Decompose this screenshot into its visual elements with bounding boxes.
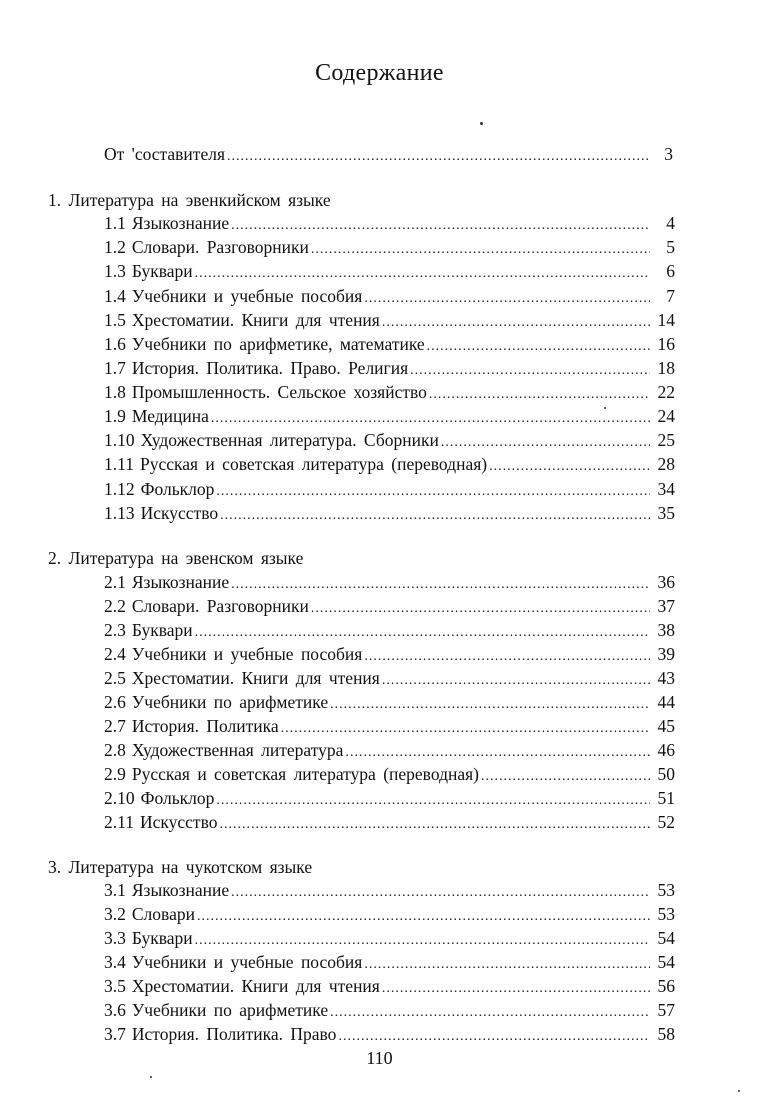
toc-entry-label: Учебники и учебные пособия [131, 644, 363, 664]
toc-entry [104, 926, 675, 950]
section-heading: 1. Литература на эвенкийском языке [48, 190, 331, 210]
section-heading: 3. Литература на чукотском языке [48, 857, 313, 877]
toc-entry-label: Медицина [131, 406, 209, 426]
toc-entry-page: 25 [657, 430, 675, 450]
toc-entry-number: 3.2 [104, 904, 126, 924]
toc-entry-label: История. Политика [131, 716, 279, 736]
toc-entry-page: 58 [657, 1024, 675, 1044]
page-number: 110 [366, 1048, 393, 1068]
toc-entry-number: 1.6 [104, 334, 126, 354]
toc-entry-page: 53 [657, 880, 675, 900]
leader-dots [219, 813, 650, 837]
toc-entry-number: 1.8 [104, 382, 126, 402]
scan-speck [604, 407, 606, 409]
leader-dots [489, 455, 650, 479]
toc-entry-page: 22 [657, 382, 675, 402]
toc-entry-label: Словари. Разговорники [131, 596, 309, 616]
toc-entry-page: 35 [657, 503, 675, 523]
toc-entry-number: 2.6 [104, 692, 126, 712]
toc-entry-number: 2.11 [104, 812, 134, 832]
toc-entry [104, 570, 675, 594]
leader-dots [220, 504, 650, 528]
toc-entry-intro [104, 142, 673, 166]
toc-entry [104, 998, 675, 1022]
toc-entry-label: Фольклор [140, 479, 215, 499]
toc-entry-page: 57 [657, 1000, 675, 1020]
toc-entry-label: Художественная литература. Сборники [140, 430, 439, 450]
toc-entry-page: 52 [657, 812, 675, 832]
toc-entry-number: 2.9 [104, 764, 126, 784]
toc-entry-label: Буквари [131, 620, 193, 640]
toc-entry-number: 3.4 [104, 952, 126, 972]
toc-entry-page: 44 [657, 692, 675, 712]
toc-entry [104, 786, 675, 810]
toc-entry-page: 54 [657, 952, 675, 972]
toc-entry-page: 53 [657, 904, 675, 924]
toc-entry-page: 37 [657, 596, 675, 616]
toc-entry-label: Буквари [131, 928, 193, 948]
toc-entry-number: 3.3 [104, 928, 126, 948]
toc-entry-label: Языкознание [131, 880, 230, 900]
toc-entry-label: Буквари [131, 261, 193, 281]
toc-entry-number: 3.5 [104, 976, 126, 996]
toc-entry [104, 308, 675, 332]
toc-entry [104, 452, 675, 476]
toc-entry-page: 16 [657, 334, 675, 354]
toc-entry [104, 642, 675, 666]
toc-entry-number: 1.7 [104, 358, 126, 378]
toc-entry-page: 4 [666, 213, 675, 233]
toc-entry-page: 43 [657, 668, 675, 688]
scan-speck [480, 122, 483, 125]
toc-entry-page: 34 [657, 479, 675, 499]
toc-entry-page: 51 [657, 788, 675, 808]
toc-entry-page: 7 [666, 286, 675, 306]
toc-entry-page: 28 [657, 454, 675, 474]
toc-entry-label: История. Политика. Право [131, 1024, 337, 1044]
toc-entry-label: Русская и советская литература (переводная) [131, 764, 479, 784]
toc-entry [104, 332, 675, 356]
toc-entry-number: 1.2 [104, 237, 126, 257]
toc-entry-number: 1.3 [104, 261, 126, 281]
toc-entry-number: 2.3 [104, 620, 126, 640]
toc-entry-number: 1.10 [104, 430, 135, 450]
toc-entry-label: Языкознание [131, 572, 230, 592]
toc-entry-number: 1.13 [104, 503, 135, 523]
toc-entry-number: 2.4 [104, 644, 126, 664]
toc-entry [104, 618, 675, 642]
toc-entry [104, 356, 675, 380]
toc-entry-number: 2.7 [104, 716, 126, 736]
toc-entry [104, 690, 675, 714]
leader-dots [338, 1025, 650, 1049]
toc-entry-number: 2.5 [104, 668, 126, 688]
scan-speck [738, 1090, 740, 1092]
toc-entry-page: 46 [657, 740, 675, 760]
toc-entry-label: Русская и советская литература (переводная) [139, 454, 488, 474]
toc-entry-number: 3.1 [104, 880, 126, 900]
toc-entry-label: История. Политика. Право. Религия [131, 358, 409, 378]
toc-entry-number: 1.4 [104, 286, 126, 306]
toc-entry-number: 2.2 [104, 596, 126, 616]
toc-entry-page: 36 [657, 572, 675, 592]
toc-entry-page: 14 [657, 310, 675, 330]
toc-entry-page: 18 [657, 358, 675, 378]
toc-entry [104, 762, 675, 786]
toc-entry [104, 878, 675, 902]
toc-entry-label: Учебники и учебные пособия [131, 286, 363, 306]
toc-entry-label: От 'составителя [104, 144, 225, 164]
toc-entry-label: Словари. Разговорники [131, 237, 309, 257]
toc-entry [104, 974, 675, 998]
toc-entry-label: Словари [131, 904, 195, 924]
toc-entry-page: 3 [664, 144, 673, 164]
toc-entry-page: 5 [666, 237, 675, 257]
toc-entry-label: Промышленность. Сельское хозяйство [131, 382, 427, 402]
leader-dots [227, 145, 648, 169]
section-heading: 2. Литература на эвенском языке [48, 548, 304, 568]
toc-entry-number: 2.8 [104, 740, 126, 760]
toc-entry-number: 1.9 [104, 406, 126, 426]
toc-entry [104, 380, 675, 404]
toc-entry-label: Учебники по арифметике [131, 692, 329, 712]
toc-entry-label: Учебники по арифметике [131, 1000, 329, 1020]
toc-entry [104, 714, 675, 738]
toc-entry [104, 235, 675, 259]
scan-speck [150, 1076, 152, 1078]
toc-entry-label: Искусство [139, 812, 218, 832]
leader-dots [195, 262, 650, 286]
toc-entry-number: 3.7 [104, 1024, 126, 1044]
toc-entry-page: 54 [657, 928, 675, 948]
toc-entry-label: Языкознание [131, 213, 230, 233]
toc-entry-number: 1.1 [104, 213, 126, 233]
toc-entry-label: Художественная литература [131, 740, 344, 760]
toc-entry-label: Учебники по арифметике, математике [131, 334, 425, 354]
toc-entry-number: 1.5 [104, 310, 126, 330]
toc-entry [104, 738, 675, 762]
toc-entry [104, 428, 675, 452]
toc-entry [104, 501, 675, 525]
toc-entry-page: 56 [657, 976, 675, 996]
toc-entry [104, 404, 675, 428]
toc-entry-page: 38 [657, 620, 675, 640]
toc-entry [104, 259, 675, 283]
page-title: Содержание [315, 60, 444, 86]
toc-entry [104, 211, 675, 235]
toc-entry-label: Учебники и учебные пособия [131, 952, 363, 972]
toc-entry-label: Хрестоматии. Книги для чтения [131, 310, 380, 330]
toc-entry-page: 45 [657, 716, 675, 736]
toc-entry-label: Искусство [140, 503, 219, 523]
toc-entry-number: 2.10 [104, 788, 135, 808]
toc-entry-number: 2.1 [104, 572, 126, 592]
toc-entry [104, 1022, 675, 1046]
toc-entry [104, 477, 675, 501]
toc-entry [104, 902, 675, 926]
toc-entry-number: 1.12 [104, 479, 135, 499]
toc-entry-page: 6 [666, 261, 675, 281]
toc-entry [104, 666, 675, 690]
toc-entry [104, 594, 675, 618]
toc-entry-page: 39 [657, 644, 675, 664]
toc-entry [104, 950, 675, 974]
toc-entry-page: 50 [657, 764, 675, 784]
toc-entry [104, 284, 675, 308]
toc-entry [104, 810, 675, 834]
toc-entry-label: Хрестоматии. Книги для чтения [131, 668, 380, 688]
toc-entry-label: Хрестоматии. Книги для чтения [131, 976, 380, 996]
toc-entry-number: 1.11 [104, 454, 134, 474]
toc-entry-number: 3.6 [104, 1000, 126, 1020]
toc-entry-page: 24 [657, 406, 675, 426]
toc-entry-label: Фольклор [140, 788, 215, 808]
